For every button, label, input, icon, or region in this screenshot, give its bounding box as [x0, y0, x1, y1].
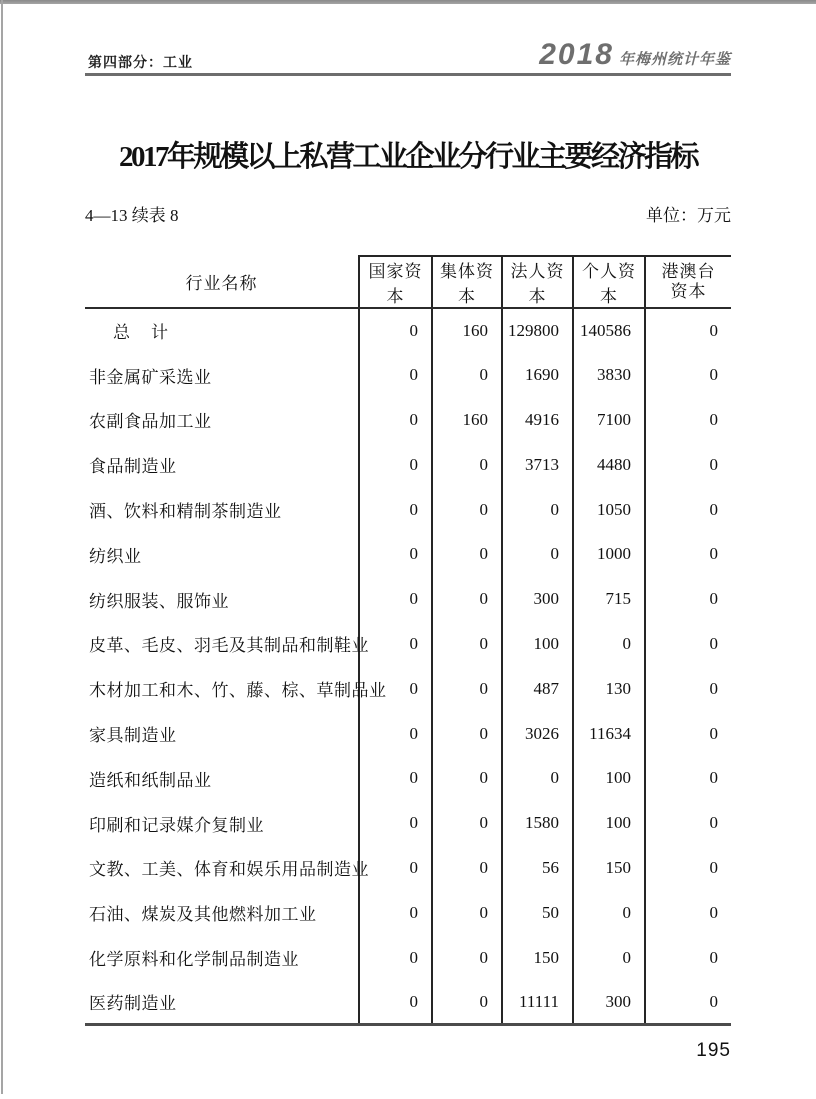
industry-name-cell: 印刷和记录媒介复制业: [89, 815, 264, 835]
value-cell: 1000: [573, 532, 645, 577]
table-row: [85, 666, 731, 711]
unit-label: 单位：万元: [646, 206, 731, 225]
table-row: [85, 890, 731, 935]
industry-name-cell: 造纸和纸制品业: [89, 770, 212, 790]
value-cell: 0: [573, 935, 645, 980]
value-cell: 0: [432, 711, 502, 756]
table-number: 4—13 续表 8: [85, 206, 179, 225]
value-cell: 11111: [502, 980, 573, 1025]
table-row: [85, 980, 731, 1025]
industry-name-cell: 皮革、毛皮、羽毛及其制品和制鞋业: [89, 636, 369, 656]
table-header-row: [85, 256, 731, 308]
value-cell: 0: [645, 846, 731, 891]
value-cell: 0: [573, 622, 645, 667]
value-cell: 0: [432, 487, 502, 532]
value-cell: 0: [645, 801, 731, 846]
value-cell: 0: [432, 980, 502, 1025]
value-cell: 0: [359, 487, 432, 532]
value-cell: 0: [359, 532, 432, 577]
value-cell: 0: [432, 846, 502, 891]
value-cell: 0: [502, 487, 573, 532]
value-cell: 150: [502, 935, 573, 980]
value-cell: 0: [359, 890, 432, 935]
value-cell: 7100: [573, 398, 645, 443]
value-cell: 0: [645, 935, 731, 980]
value-cell: 0: [645, 487, 731, 532]
column-header-hk-macao-taiwan-capital: [645, 256, 731, 308]
value-cell: 0: [359, 711, 432, 756]
value-cell: 160: [432, 398, 502, 443]
value-cell: 130: [573, 666, 645, 711]
value-cell: 0: [359, 353, 432, 398]
value-cell: 0: [359, 577, 432, 622]
value-cell: 0: [359, 666, 432, 711]
table-meta: [85, 201, 731, 226]
scan-left-edge: [1, 0, 3, 1094]
value-cell: 0: [359, 980, 432, 1025]
value-cell: 0: [432, 935, 502, 980]
value-cell: 0: [432, 801, 502, 846]
value-cell: 129800: [502, 308, 573, 353]
value-cell: 0: [645, 711, 731, 756]
value-cell: 0: [432, 442, 502, 487]
industry-name-cell: 食品制造业: [89, 457, 177, 477]
value-cell: 0: [432, 666, 502, 711]
section-label: 第四部分：工业: [88, 54, 193, 70]
table-row: [85, 308, 731, 353]
value-cell: 50: [502, 890, 573, 935]
value-cell: 0: [432, 890, 502, 935]
industry-name-cell: 酒、饮料和精制茶制造业: [89, 502, 282, 522]
value-cell: 0: [432, 577, 502, 622]
column-header-legal-person-capital: 法人资本: [502, 256, 573, 308]
value-cell: 1580: [502, 801, 573, 846]
column-header-industry: 行业名称: [85, 256, 359, 308]
value-cell: 1690: [502, 353, 573, 398]
value-cell: 0: [432, 353, 502, 398]
table-row: [85, 935, 731, 980]
industry-name-cell: 农副食品加工业: [89, 412, 212, 432]
value-cell: 0: [645, 622, 731, 667]
value-cell: 100: [573, 756, 645, 801]
value-cell: 0: [645, 577, 731, 622]
value-cell: 56: [502, 846, 573, 891]
industry-name-cell: 纺织服装、服饰业: [89, 591, 229, 611]
value-cell: 0: [645, 442, 731, 487]
industry-name-cell: 非金属矿采选业: [89, 367, 212, 387]
industry-name-cell: 木材加工和木、竹、藤、棕、草制品业: [89, 681, 387, 701]
value-cell: 300: [573, 980, 645, 1025]
industry-name-cell: 石油、煤炭及其他燃料加工业: [89, 905, 317, 925]
industry-name-cell: 纺织业: [89, 546, 142, 566]
value-cell: 11634: [573, 711, 645, 756]
page-header: [85, 0, 731, 76]
value-cell: 140586: [573, 308, 645, 353]
value-cell: 4916: [502, 398, 573, 443]
industry-name-cell: 家具制造业: [89, 726, 177, 746]
value-cell: 0: [359, 308, 432, 353]
table-row: [85, 711, 731, 756]
value-cell: 0: [645, 353, 731, 398]
value-cell: 3713: [502, 442, 573, 487]
table-row: [85, 577, 731, 622]
column-header-hk-macao-taiwan-capital-label: 港澳台资本: [661, 261, 716, 301]
statistics-table: [85, 255, 731, 1026]
value-cell: 3026: [502, 711, 573, 756]
value-cell: 4480: [573, 442, 645, 487]
table-body: [85, 308, 731, 1025]
column-header-personal-capital: 个人资本: [573, 256, 645, 308]
table-row: [85, 487, 731, 532]
table-row: [85, 442, 731, 487]
table-row: [85, 532, 731, 577]
column-header-state-capital: 国家资本: [359, 256, 432, 308]
table-row: [85, 622, 731, 667]
value-cell: 0: [359, 935, 432, 980]
value-cell: 0: [359, 398, 432, 443]
value-cell: 0: [432, 532, 502, 577]
value-cell: 150: [573, 846, 645, 891]
yearbook-brand: [539, 40, 731, 70]
value-cell: 0: [432, 756, 502, 801]
yearbook-title: 年梅州统计年鉴: [618, 51, 731, 68]
value-cell: 0: [432, 622, 502, 667]
value-cell: 0: [359, 756, 432, 801]
yearbook-year: 2018: [539, 38, 614, 71]
value-cell: 0: [502, 532, 573, 577]
table-row: [85, 353, 731, 398]
table-row: [85, 846, 731, 891]
value-cell: 300: [502, 577, 573, 622]
industry-name-cell: 文教、工美、体育和娱乐用品制造业: [89, 860, 369, 880]
industry-name-cell: 化学原料和化学制品制造业: [89, 950, 299, 970]
industry-name-cell: 总 计: [113, 323, 170, 343]
industry-name-cell: 医药制造业: [85, 980, 359, 1025]
value-cell: 0: [573, 890, 645, 935]
value-cell: 0: [645, 532, 731, 577]
value-cell: 0: [645, 890, 731, 935]
table-row: [85, 398, 731, 443]
value-cell: 487: [502, 666, 573, 711]
table-row: [85, 801, 731, 846]
value-cell: 0: [359, 442, 432, 487]
header-rule: [85, 73, 731, 76]
column-header-collective-capital: 集体资本: [432, 256, 502, 308]
value-cell: 100: [573, 801, 645, 846]
value-cell: 0: [359, 846, 432, 891]
table-row: [85, 756, 731, 801]
value-cell: 0: [645, 756, 731, 801]
value-cell: 0: [359, 801, 432, 846]
page-title: 2017年规模以上私营工业企业分行业主要经济指标: [118, 141, 697, 173]
page-number: 195: [696, 1040, 731, 1061]
value-cell: 0: [645, 980, 731, 1025]
value-cell: 715: [573, 577, 645, 622]
value-cell: 0: [645, 308, 731, 353]
value-cell: 0: [645, 398, 731, 443]
value-cell: 0: [502, 756, 573, 801]
value-cell: 0: [359, 622, 432, 667]
value-cell: 0: [645, 666, 731, 711]
value-cell: 160: [432, 308, 502, 353]
value-cell: 1050: [573, 487, 645, 532]
value-cell: 100: [502, 622, 573, 667]
value-cell: 3830: [573, 353, 645, 398]
